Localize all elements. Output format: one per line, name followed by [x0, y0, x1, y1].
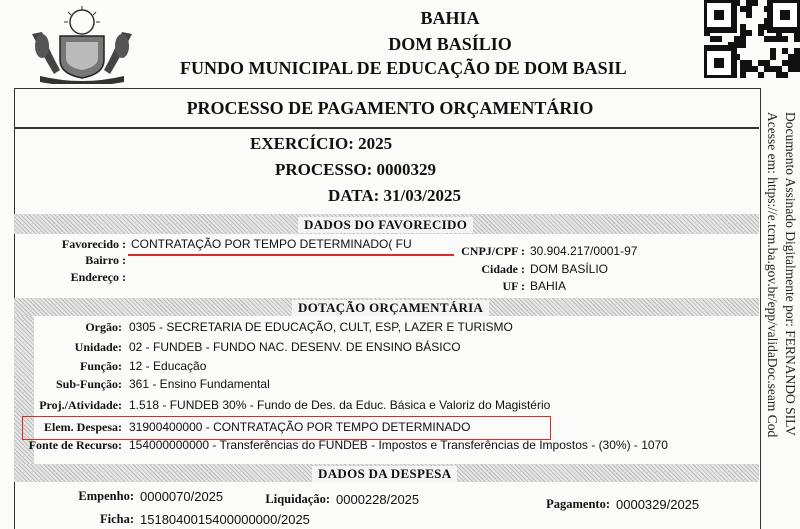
qr-module [740, 30, 746, 36]
qr-module [746, 12, 752, 18]
qr-module [740, 60, 746, 66]
qr-module [758, 72, 764, 78]
favorecido-label: Favorecido : [61, 237, 126, 251]
qr-module [710, 36, 716, 42]
qr-module [740, 6, 746, 12]
validation-url-note: Acesse em: https://e.tcm.ba.gov.br/epp/validaDoc.seam Cod [765, 112, 780, 438]
qr-module [740, 24, 746, 30]
qr-module [740, 42, 746, 48]
qr-module [740, 36, 746, 42]
favorecido-section-title: DADOS DO FAVORECIDO [298, 217, 473, 233]
qr-module [788, 60, 794, 66]
endereco-label: Endereço : [70, 270, 126, 284]
qr-module [746, 6, 752, 12]
qr-module [770, 48, 776, 54]
qr-module [758, 24, 764, 30]
cidade-label: Cidade : [481, 262, 525, 276]
qr-finder-center [780, 10, 790, 20]
qr-module [776, 72, 782, 78]
uf-label: UF : [502, 279, 525, 293]
qr-module [770, 54, 776, 60]
qr-module [716, 36, 722, 42]
processo-line: PROCESSO: 0000329 [275, 160, 437, 179]
qr-module [776, 66, 782, 72]
qr-module [794, 60, 800, 66]
qr-module [794, 48, 800, 54]
liquidacao-value: 0000228/2025 [336, 492, 420, 507]
qr-module [794, 66, 800, 72]
qr-module [788, 54, 794, 60]
dotacao-row-label: Orgão: [85, 320, 122, 334]
qr-code-icon [704, 0, 800, 78]
qr-module [770, 36, 776, 42]
pagamento-label: Pagamento: [546, 497, 610, 511]
qr-module [782, 72, 788, 78]
pagamento-value: 0000329/2025 [616, 497, 700, 512]
title-divider [14, 127, 759, 129]
fund-name: FUNDO MUNICIPAL DE EDUCAÇÃO DE DOM BASIL [180, 58, 627, 78]
dotacao-row-label: Proj./Atividade: [39, 398, 122, 412]
dotacao-row-value: 0305 - SECRETARIA DE EDUCAÇÃO, CULT, ESP, LAZER E TURISMO [129, 320, 513, 334]
city-name: DOM BASÍLIO [388, 34, 512, 54]
dotacao-row-label: Unidade: [74, 340, 122, 354]
cidade-value: DOM BASÍLIO [530, 262, 609, 276]
dotacao-row-value: 1.518 - FUNDEB 30% - Fundo de Des. da Educ. Básica e Valoriz do Magistério [129, 398, 551, 412]
qr-module [776, 36, 782, 42]
dotacao-row-value: 12 - Educação [129, 359, 207, 373]
qr-module [758, 60, 764, 66]
municipal-coat-of-arms-icon [22, 4, 142, 84]
qr-module [752, 0, 758, 6]
qr-module [746, 0, 752, 6]
bairro-label: Bairro : [85, 253, 126, 267]
elem-despesa-highlight-box [22, 416, 551, 440]
dotacao-section-title: DOTAÇÃO ORÇAMENTÁRIA [292, 300, 489, 316]
qr-module [782, 60, 788, 66]
dotacao-row-value: 02 - FUNDEB - FUNDO NAC. DESENV. DE ENSINO BÁSICO [129, 340, 461, 354]
dotacao-row-value: 154000000000 - Transferências do FUNDEB - Impostos e Transferências de Impostos - (30%) - 1070 [129, 438, 668, 452]
cnpj-label: CNPJ/CPF : [461, 244, 525, 258]
dotacao-row-label: Elem. Despesa: [44, 420, 122, 434]
ficha-label: Ficha: [99, 512, 134, 526]
favorecido-highlight-underline [128, 254, 454, 256]
empenho-label: Empenho: [78, 489, 134, 503]
qr-finder-center [714, 58, 724, 68]
empenho-value: 0000070/2025 [140, 489, 224, 504]
qr-module [758, 30, 764, 36]
qr-module [794, 54, 800, 60]
qr-module [752, 66, 758, 72]
qr-module [764, 36, 770, 42]
qr-module [764, 60, 770, 66]
qr-module [740, 66, 746, 72]
dotacao-row-value: 31900400000 - CONTRATAÇÃO POR TEMPO DETERMINADO [129, 420, 471, 434]
state-name: BAHIA [420, 8, 480, 28]
dotacao-row-label: Sub-Função: [55, 377, 122, 391]
dotacao-row-label: Fonte de Recurso: [28, 438, 122, 452]
digital-signature-note: Documento Assinado Digitalmente por: FERNANDO SILV [783, 112, 798, 436]
qr-module [788, 66, 794, 72]
qr-module [746, 60, 752, 66]
cnpj-value: 30.904.217/0001-97 [530, 244, 638, 258]
dotacao-row-value: 361 - Ensino Fundamental [129, 377, 270, 391]
qr-module [794, 36, 800, 42]
favorecido-value: CONTRATAÇÃO POR TEMPO DETERMINADO( FU [131, 237, 412, 251]
qr-module [764, 66, 770, 72]
qr-module [746, 66, 752, 72]
uf-value: BAHIA [530, 279, 567, 293]
qr-module [782, 48, 788, 54]
qr-module [770, 66, 776, 72]
ficha-value: 1518040015400000000/2025 [140, 512, 310, 527]
data-line: DATA: 31/03/2025 [328, 186, 462, 205]
liquidacao-label: Liquidação: [265, 492, 330, 506]
qr-module [734, 36, 740, 42]
qr-module [740, 72, 746, 78]
despesa-section-title: DADOS DA DESPESA [312, 466, 457, 482]
process-title: PROCESSO DE PAGAMENTO ORÇAMENTÁRIO [186, 98, 594, 118]
qr-finder-center [714, 10, 724, 20]
qr-module [782, 36, 788, 42]
qr-module [746, 30, 752, 36]
exercicio-line: EXERCÍCIO: 2025 [250, 134, 393, 153]
dotacao-row-label: Função: [80, 359, 122, 373]
